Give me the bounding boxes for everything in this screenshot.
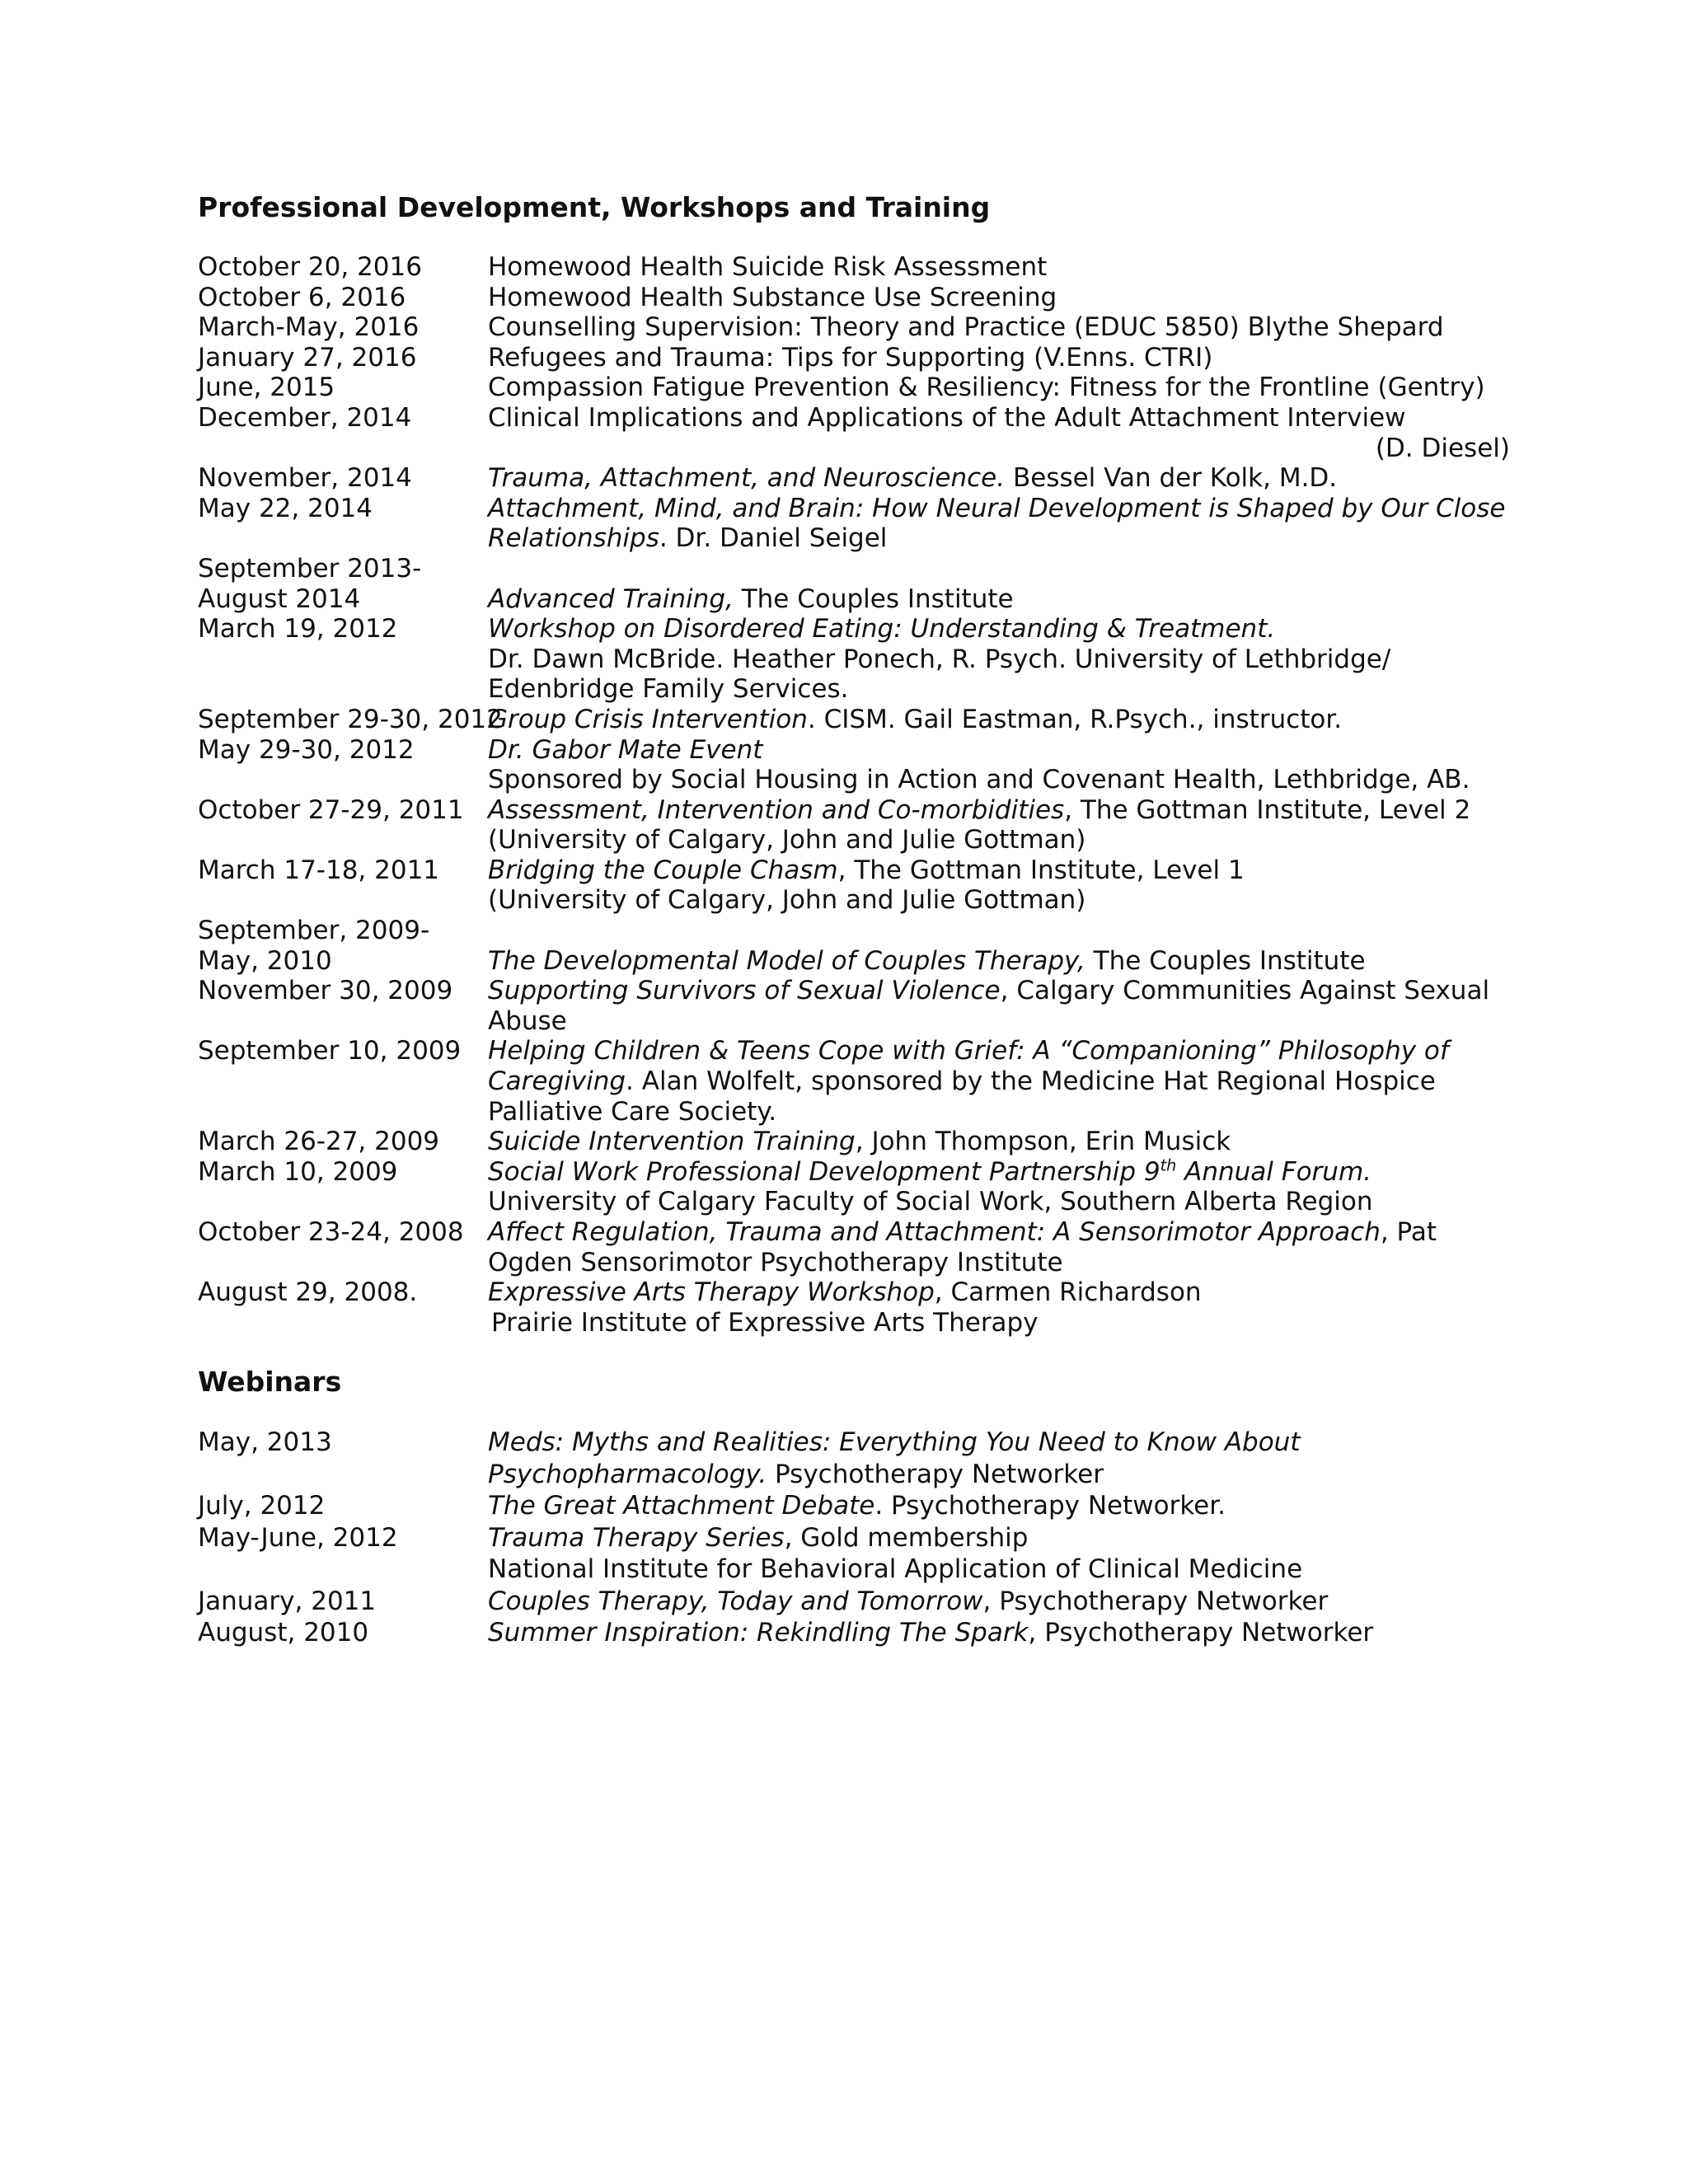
- entry-title: Relationships: [488, 523, 659, 554]
- list-item: [198, 343, 1533, 373]
- entry-description: [488, 735, 1533, 795]
- entry-title: Caregiving: [488, 1066, 626, 1097]
- list-item: [198, 705, 1533, 735]
- list-item: [198, 1586, 1533, 1618]
- list-item: [198, 1277, 1533, 1338]
- entry-text: Refugees and Trauma: Tips for Supporting (V.Enns. CTRI): [488, 342, 1213, 373]
- entry-title: The Developmental Model of Couples Therapy,: [488, 945, 1085, 976]
- entry-description: [488, 1427, 1533, 1490]
- list-item: [198, 855, 1533, 916]
- entry-description: [488, 1217, 1533, 1277]
- list-item: [198, 312, 1533, 343]
- entry-text: Psychotherapy Networker: [767, 1459, 1104, 1489]
- entry-text: (University of Calgary, John and Julie Gottman): [488, 885, 1086, 916]
- entry-description: [488, 1490, 1533, 1522]
- list-item: [198, 1036, 1533, 1127]
- entry-title: Workshop on Disordered Eating: Understanding & Treatment.: [488, 614, 1276, 644]
- entry-date: May-June, 2012: [198, 1522, 398, 1553]
- entry-text: , John Thompson, Erin Musick: [855, 1127, 1231, 1157]
- entry-date: August 29, 2008.: [198, 1277, 418, 1308]
- entry-title: Assessment, Intervention and Co-morbidities: [488, 794, 1065, 825]
- entry-title: Advanced Training,: [488, 583, 734, 614]
- entry-title: Attachment, Mind, and Brain: How Neural Development is Shaped by Our Close: [488, 493, 1506, 523]
- entry-date: March-May, 2016: [198, 312, 420, 343]
- entry-text: , The Gottman Institute, Level 1: [837, 855, 1245, 885]
- entry-title: Bridging the Couple Chasm: [488, 855, 838, 885]
- entry-text: The Couples Institute: [1085, 945, 1366, 976]
- entry-description: [488, 1617, 1533, 1649]
- entry-date: May 29-30, 2012: [198, 734, 415, 765]
- entry-date: May 22, 2014: [198, 493, 373, 523]
- entry-date: October 23-24, 2008: [198, 1217, 464, 1247]
- entry-text: Palliative Care Society.: [488, 1096, 777, 1127]
- entry-title: Group Crisis Intervention: [488, 704, 808, 734]
- entry-date: January, 2011: [198, 1586, 377, 1616]
- entry-text: Compassion Fatigue Prevention & Resiliency: Fitness for the Frontline (Gentry): [488, 373, 1485, 403]
- list-item: [198, 1490, 1533, 1522]
- list-item: [198, 795, 1533, 855]
- entry-date: November, 2014: [198, 463, 412, 494]
- entry-title: Annual Forum.: [1176, 1156, 1372, 1187]
- entry-date-start: September 2013-: [198, 553, 422, 583]
- entry-description: [488, 916, 1533, 976]
- list-item: [198, 1157, 1533, 1217]
- entry-description: [488, 373, 1533, 403]
- entry-title: Trauma, Attachment, and Neuroscience.: [488, 463, 1006, 494]
- entry-title: Social Work Professional Development Partnership 9: [488, 1156, 1160, 1187]
- list-item: [198, 1617, 1533, 1649]
- entry-date: March 17-18, 2011: [198, 855, 440, 885]
- webinars-section: [198, 1364, 1533, 1649]
- entry-date: March 26-27, 2009: [198, 1127, 440, 1157]
- entry-date: June, 2015: [198, 373, 335, 403]
- entry-description: [488, 976, 1533, 1036]
- entry-text: (D. Diesel): [1375, 433, 1510, 463]
- entry-date: October 6, 2016: [198, 282, 406, 312]
- list-item: [198, 463, 1533, 494]
- entry-text: Bessel Van der Kolk, M.D.: [1005, 463, 1338, 494]
- entry-description: [488, 463, 1533, 494]
- entry-title: Trauma Therapy Series: [488, 1522, 785, 1553]
- entry-description: [488, 1127, 1533, 1157]
- entry-text: Edenbridge Family Services.: [488, 674, 849, 705]
- entry-text: Dr. Dawn McBride. Heather Ponech, R. Psych. University of Lethbridge/: [488, 644, 1391, 674]
- section-heading: Professional Development, Workshops and Training: [198, 191, 991, 223]
- list-item: [198, 554, 1533, 614]
- entry-description: [488, 1586, 1533, 1618]
- list-item: [198, 1427, 1533, 1490]
- entry-date: October 27-29, 2011: [198, 794, 464, 825]
- entry-date: September 10, 2009: [198, 1036, 462, 1066]
- section-heading: Webinars: [198, 1366, 342, 1399]
- list-item: [198, 1127, 1533, 1157]
- list-item: [198, 976, 1533, 1036]
- entry-text: Homewood Health Substance Use Screening: [488, 282, 1057, 312]
- entry-text: , Psychotherapy Networker: [982, 1586, 1329, 1616]
- entry-description: [488, 403, 1533, 463]
- entry-date: May, 2013: [198, 1427, 332, 1458]
- list-item: [198, 735, 1533, 795]
- entry-title: Psychopharmacology.: [488, 1459, 767, 1489]
- entry-text: Sponsored by Social Housing in Action and Covenant Health, Lethbridge, AB.: [488, 765, 1470, 795]
- list-item: [198, 1522, 1533, 1586]
- entry-date-start: September, 2009-: [198, 916, 430, 946]
- list-item: [198, 614, 1533, 705]
- entry-title: Expressive Arts Therapy Workshop: [488, 1277, 935, 1308]
- entry-description: [488, 614, 1533, 705]
- entry-text: , Calgary Communities Against Sexual: [1000, 976, 1490, 1006]
- entry-description: [488, 855, 1533, 916]
- entry-text: . CISM. Gail Eastman, R.Psych., instructor.: [807, 704, 1343, 734]
- ordinal-superscript: th: [1160, 1155, 1177, 1175]
- entry-text: , Carmen Richardson: [934, 1277, 1202, 1308]
- entry-date: October 20, 2016: [198, 252, 422, 282]
- list-item: [198, 283, 1533, 313]
- entry-date: January 27, 2016: [198, 342, 417, 373]
- entry-text: , Pat: [1380, 1217, 1437, 1247]
- entry-description: [488, 312, 1533, 343]
- entry-description: [488, 795, 1533, 855]
- entry-text: Prairie Institute of Expressive Arts Therapy: [491, 1307, 1039, 1338]
- entry-text: . Psychotherapy Networker.: [874, 1491, 1226, 1521]
- list-item: [198, 373, 1533, 403]
- entry-date: March 10, 2009: [198, 1156, 398, 1187]
- entry-text: Abuse: [488, 1005, 567, 1036]
- entry-description: [488, 283, 1533, 313]
- entry-date: [198, 916, 488, 976]
- list-item: [198, 916, 1533, 976]
- list-item: [198, 252, 1533, 283]
- entry-description: [488, 1157, 1533, 1217]
- entry-date: December, 2014: [198, 402, 412, 433]
- list-item: [198, 494, 1533, 554]
- entry-title: Supporting Survivors of Sexual Violence: [488, 976, 1001, 1006]
- entry-text: , Psychotherapy Networker: [1028, 1618, 1374, 1648]
- entry-date: March 19, 2012: [198, 614, 398, 644]
- entry-text: , The Gottman Institute, Level 2: [1064, 794, 1471, 825]
- entry-date-end: August 2014: [198, 583, 361, 614]
- entry-text: . Alan Wolfelt, sponsored by the Medicine Hat Regional Hospice: [626, 1066, 1436, 1097]
- entry-text: Counselling Supervision: Theory and Practice (EDUC 5850) Blythe Shepard: [488, 312, 1444, 343]
- entry-text: . Dr. Daniel Seigel: [659, 523, 888, 554]
- entry-text: Homewood Health Suicide Risk Assessment: [488, 252, 1048, 282]
- entry-title: Dr. Gabor Mate Event: [488, 734, 763, 765]
- entry-date: August, 2010: [198, 1618, 369, 1648]
- entry-description: [488, 494, 1533, 554]
- entry-text: , Gold membership: [784, 1522, 1029, 1553]
- list-item: [198, 403, 1533, 463]
- entry-date: September 29-30, 2012: [198, 704, 503, 734]
- entry-text: The Couples Institute: [733, 583, 1014, 614]
- entry-title: Meds: Myths and Realities: Everything You Need to Know About: [488, 1427, 1301, 1458]
- entry-title: Summer Inspiration: Rekindling The Spark: [488, 1618, 1029, 1648]
- entry-date: [198, 554, 488, 614]
- entry-date-end: May, 2010: [198, 945, 332, 976]
- entry-text: Ogden Sensorimotor Psychotherapy Institute: [488, 1247, 1063, 1277]
- entry-text: Clinical Implications and Applications of the Adult Attachment Interview: [488, 402, 1406, 433]
- entry-title: The Great Attachment Debate: [488, 1491, 875, 1521]
- entry-text: National Institute for Behavioral Application of Clinical Medicine: [488, 1554, 1303, 1585]
- entry-description: [488, 705, 1533, 735]
- entry-description: [488, 1522, 1533, 1586]
- entry-description: [488, 1036, 1533, 1127]
- entry-date: November 30, 2009: [198, 976, 453, 1006]
- professional-development-section: [198, 190, 1533, 1338]
- list-item: [198, 1217, 1533, 1277]
- entry-text: (University of Calgary, John and Julie Gottman): [488, 825, 1086, 855]
- entry-description: [488, 554, 1533, 614]
- document-page: [198, 190, 1533, 1649]
- entry-description: [488, 1277, 1533, 1338]
- entry-text: University of Calgary Faculty of Social Work, Southern Alberta Region: [488, 1187, 1373, 1217]
- entry-description: [488, 343, 1533, 373]
- entry-title: Helping Children & Teens Cope with Grief: A “Companioning” Philosophy of: [488, 1036, 1449, 1066]
- entry-description: [488, 252, 1533, 283]
- entry-title: Affect Regulation, Trauma and Attachment: A Sensorimotor Approach: [488, 1217, 1381, 1247]
- entry-title: Couples Therapy, Today and Tomorrow: [488, 1586, 983, 1616]
- entry-date: July, 2012: [198, 1491, 326, 1521]
- entry-title: Suicide Intervention Training: [488, 1127, 856, 1157]
